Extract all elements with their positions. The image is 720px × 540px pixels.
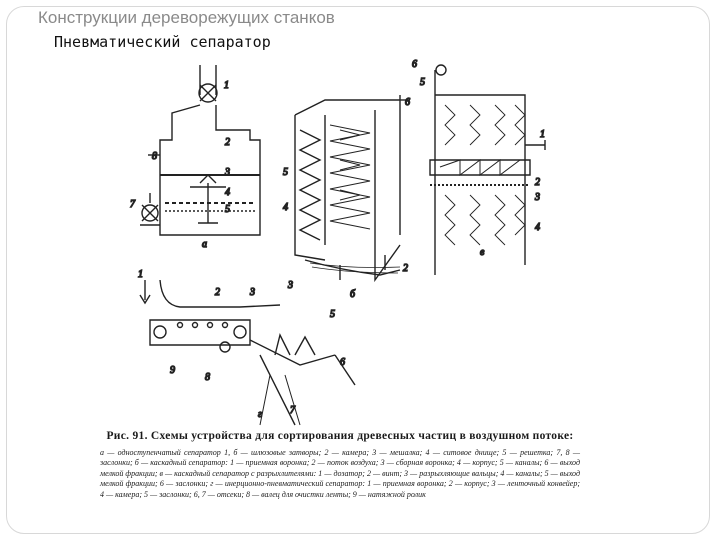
label-a-8: 8 (152, 151, 157, 162)
label-g-2: 2 (215, 287, 220, 298)
label-a-1: 1 (224, 80, 229, 91)
label-v-3: 3 (535, 192, 540, 203)
label-b-6: 6 (405, 97, 410, 108)
scheme-g (140, 280, 355, 425)
label-a-4: 4 (225, 187, 230, 198)
scheme-b-letter: б (350, 289, 356, 300)
label-a-5: 5 (225, 204, 230, 215)
label-v-6: 6 (412, 59, 417, 70)
scheme-a (140, 65, 260, 235)
separator-diagram (100, 55, 580, 430)
label-a-2: 2 (225, 137, 230, 148)
label-g-3: 3 (250, 287, 255, 298)
caption-title: Рис. 91. Схемы устройства для сортирования древесных частиц в воздушном потоке: (106, 430, 574, 442)
label-b-5: 5 (283, 167, 288, 178)
label-b-3: 3 (288, 280, 293, 291)
scheme-v (430, 65, 545, 275)
label-g-6: 6 (340, 357, 345, 368)
label-a-7: 7 (130, 199, 135, 210)
scheme-a-letter: а (202, 239, 207, 250)
label-g-7: 7 (290, 405, 295, 416)
label-g-9: 9 (170, 365, 175, 376)
label-b-2: 2 (403, 263, 408, 274)
label-b-4: 4 (283, 202, 288, 213)
label-v-5: 5 (420, 77, 425, 88)
slide-subtitle: Пневматический сепаратор (54, 33, 271, 51)
label-g-1: 1 (138, 269, 143, 280)
label-g-8: 8 (205, 372, 210, 383)
label-v-1: 1 (540, 129, 545, 140)
scheme-b (295, 95, 410, 280)
caption-body: а — одноступенчатый сепаратор 1, б — шлюзовые затворы; 2 — камера; 3 — мешалка; 4 — ситовое днище; 5 — решетка; 7, 8 — заслонки; б — каскадный сепаратор: 1 — приемная воронка; 2 — поток воздуха; 3 — сборная воронка; 4 — корпус; 5 — каналы; 6 — выход мелкой фракции; в — каскадный сепаратор с разрыхлителями: 1 — дозатор; 2 — винт; 3 — разрыхляющие вальцы; 4 — каналы; 5 — выход мелкой фракции; 6 — заслонки; г — инерционно-пневматический сепаратор: 1 — приемная воронка; 2 — корпус; 3 — ленточный конвейер; 4 — камера; 5 — заслонки; 6, 7 — отсеки; 8 — валец для очистки ленты; 9 — натяжной ролик (100, 448, 580, 499)
label-g-5: 5 (330, 309, 335, 320)
label-v-4: 4 (535, 222, 540, 233)
scheme-v-letter: в (480, 247, 485, 258)
label-v-2: 2 (535, 177, 540, 188)
figure-caption (100, 430, 580, 500)
scheme-g-letter: г (258, 409, 262, 420)
slide-title: Конструкции дереворежущих станков (38, 8, 335, 27)
label-a-3: 3 (225, 167, 230, 178)
